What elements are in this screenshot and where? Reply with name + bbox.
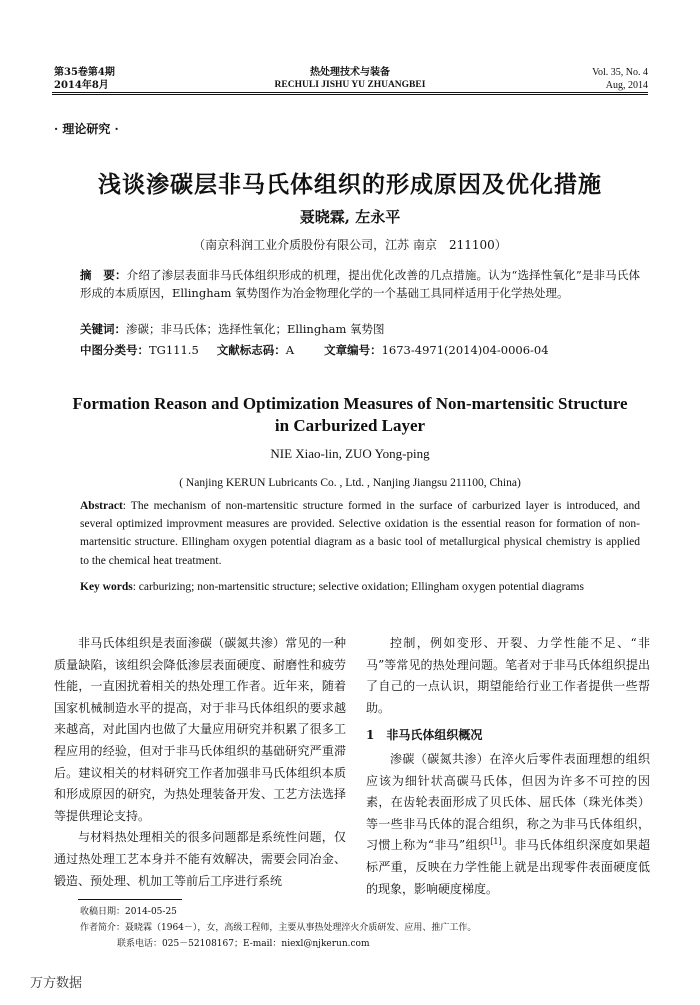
- body-text: 渗碳（碳氮共渗）在淬火后零件表面理想的组织应该为细针状高碳马氏体，但因为许多不可控的因素，在齿轮表面形成了贝氏体、屈氏体（珠光体类）等一些非马氏体的混合组织，称之为非马氏体组织，习惯上称为“非马”组织: [366, 751, 650, 853]
- volume-issue-en: Vol. 35, No. 4: [592, 67, 648, 78]
- affiliation-en: ( Nanjing KERUN Lubricants Co. , Ltd. , Nanjing Jiangsu 211100, China): [179, 477, 521, 489]
- authors-cn: 聂晓霖, 左永平: [299, 208, 401, 226]
- article-no-label: 文章编号：: [324, 343, 382, 357]
- classification-row: [80, 342, 640, 358]
- title-en: Formation Reason and Optimization Measures of Non-martensitic Structure in Carburized Layer: [72, 394, 628, 435]
- header-left: [54, 66, 115, 92]
- volume-issue: 第35卷第4期: [54, 67, 115, 78]
- keywords-en-text: : carburizing; non-martensitic structure; selective oxidation; Ellingham oxygen potential diagrams: [132, 581, 584, 593]
- keywords-cn-label: 关键词：: [80, 322, 126, 336]
- publish-date: 2014年8月: [54, 80, 109, 91]
- keywords-en-label: Key words: [80, 581, 133, 593]
- body-paragraph: [366, 749, 650, 900]
- authors-en: NIE Xiao-lin, ZUO Yong-ping: [270, 446, 430, 461]
- abstract-cn: [80, 266, 640, 302]
- article-no-value: 1673-4971(2014)04-0006-04: [381, 343, 549, 357]
- abstract-en: [80, 497, 640, 570]
- clc-label: 中图分类号：: [80, 343, 149, 357]
- keywords-en: [80, 578, 640, 596]
- clc-value: TG111.5: [149, 343, 199, 357]
- abstract-cn-label: 摘 要：: [80, 268, 127, 282]
- section-heading: 1 非马氏体组织概况: [366, 728, 483, 743]
- footnote-rule: [78, 899, 182, 900]
- header-center: [200, 66, 500, 92]
- header-rule-top: [52, 92, 648, 93]
- body-paragraph: 与材料热处理相关的很多问题都是系统性问题，仅通过热处理工艺本身并不能有效解决，需要会同冶金、锻造、预处理、机加工等前后工序进行系统: [54, 830, 346, 888]
- abstract-cn-text: 介绍了渗层表面非马氏体组织形成的机理，提出优化改善的几点措施。认为“选择性氧化”是非马氏体形成的本质原因，Ellingham 氧势图作为冶金物理化学的一个基础工具同样适用于化学热处理。: [80, 268, 640, 300]
- keywords-cn: [80, 321, 640, 337]
- header-right: [500, 66, 648, 92]
- header-rule-bottom: [52, 94, 648, 95]
- footnote-contact: 联系电话：025－52108167；E-mail：niexl@njkerun.com: [117, 939, 370, 949]
- doc-code-value: A: [285, 343, 295, 357]
- title-cn: 浅谈渗碳层非马氏体组织的形成原因及优化措施: [98, 171, 602, 198]
- body-column-left: [54, 633, 346, 892]
- journal-name-cn: 热处理技术与装备: [310, 67, 390, 78]
- body-paragraph: 控制，例如变形、开裂、力学性能不足、“非马”等常见的热处理问题。笔者对于非马氏体组织提出了自己的一点认识，期望能给行业工作者提供一些帮助。: [366, 636, 650, 715]
- abstract-en-label: Abstract: [80, 500, 123, 512]
- citation-ref: [1]: [490, 837, 502, 847]
- body-text: 。非马氏体组织深度如果超标严重，反映在力学性能上就是出现零件表面硬度低的现象，影响硬度梯度。: [366, 838, 650, 896]
- footnote-received: 收稿日期：2014-05-25: [80, 907, 177, 917]
- body-paragraph: 非马氏体组织是表面渗碳（碳氮共渗）常见的一种质量缺陷，该组织会降低渗层表面硬度、耐磨性和疲劳性能，一直困扰着相关的热处理工作者。近年来，随着国家机械制造水平的提高，对于非马氏体组织的要求越来越高，对此国内也做了大量应用研究并积累了很多工程应用的经验，但对于非马氏体组织的基础研究严重滞后。建议相关的材料研究工作者加强非马氏体组织本质和形成原因的研究，为热处理装备开发、工艺方法选择等提供理论支持。: [54, 636, 346, 823]
- watermark: 万方数据: [30, 976, 83, 991]
- publish-date-en: Aug, 2014: [605, 80, 648, 91]
- doc-code-label: 文献标志码：: [216, 343, 286, 357]
- abstract-en-text: : The mechanism of non-martensitic structure formed in the surface of carburized layer is introduced, and several optimized improvment measures are provided. Selective oxidation is the essential reason for formation of non-martensitic structure. Ellingham oxygen potential diagram as a basic tool of metallurgical physical chemistry is applied to the chemical heat treatment.: [80, 500, 640, 567]
- section-tag: · 理论研究 ·: [54, 122, 119, 136]
- footnote-author: 作者简介：聂晓霖（1964－），女，高级工程师，主要从事热处理淬火介质研发、应用、推广工作。: [80, 923, 477, 933]
- body-column-right: [366, 633, 650, 900]
- keywords-cn-text: 渗碳；非马氏体；选择性氧化；Ellingham 氧势图: [126, 322, 385, 336]
- affiliation-cn: （南京科润工业介质股份有限公司，江苏 南京 211100）: [193, 238, 507, 252]
- journal-name-pinyin: RECHULI JISHU YU ZHUANGBEI: [274, 80, 426, 90]
